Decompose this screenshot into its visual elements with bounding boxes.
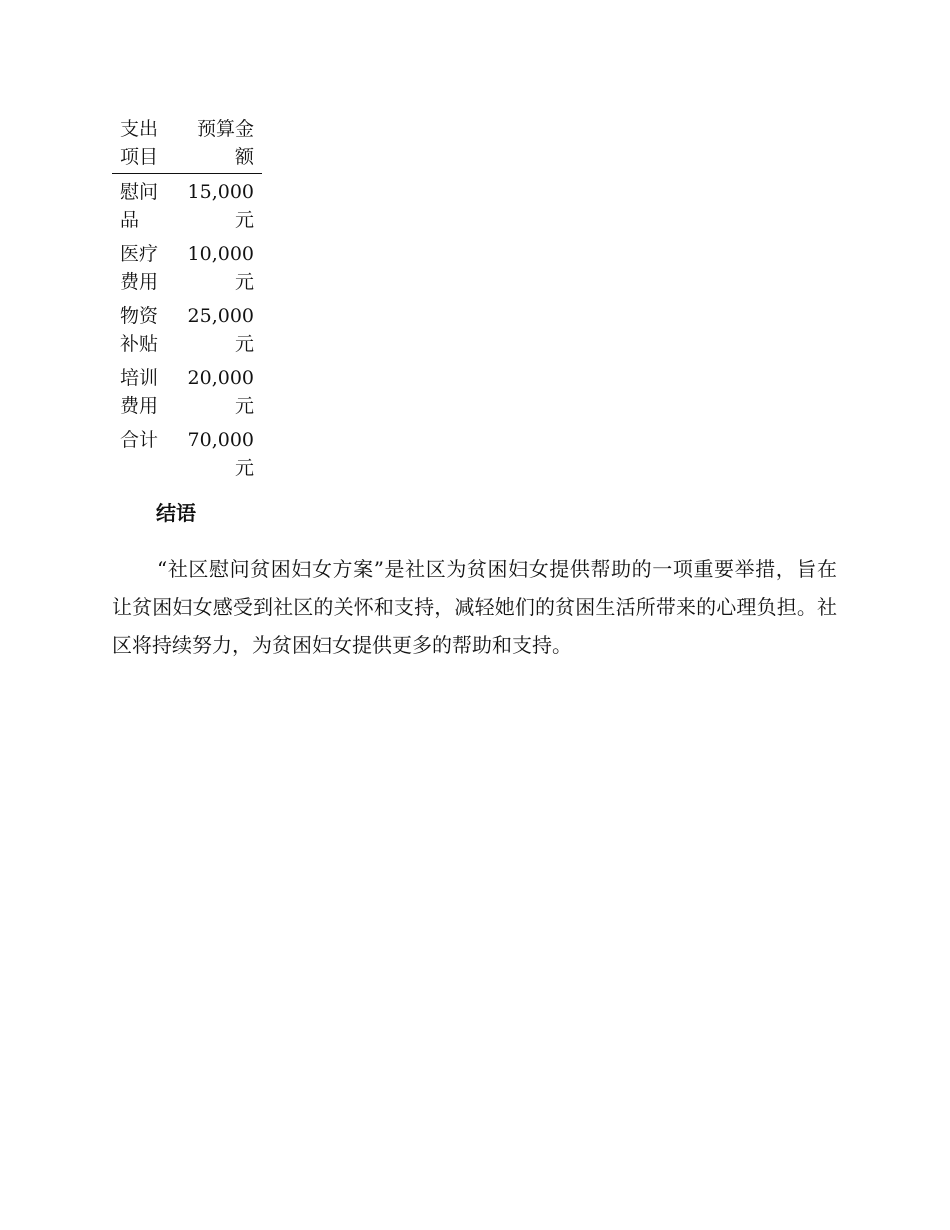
- table-row: [112, 298, 262, 360]
- budget-table-body: [112, 174, 262, 485]
- budget-table-header-row: [112, 115, 262, 174]
- row-amount-value: 15,000元: [187, 181, 254, 231]
- row-item-label: 慰问品: [120, 181, 159, 231]
- row-amount-value: 10,000元: [187, 243, 254, 293]
- header-budget-amount: 预算金额: [196, 118, 254, 168]
- conclusion-paragraph: “社区慰问贫困妇女方案”是社区为贫困妇女提供帮助的一项重要举措，旨在让贫困妇女感受到社区的关怀和支持，减轻她们的贫困生活所带来的心理负担。社区将持续努力，为贫困妇女提供更多的帮助和支持。: [112, 557, 837, 657]
- row-item-label: 物资补贴: [120, 305, 159, 355]
- table-row: [112, 236, 262, 298]
- budget-table-header: [112, 115, 262, 174]
- row-amount-value: 25,000元: [187, 305, 254, 355]
- table-row: [112, 360, 262, 422]
- table-row: [112, 174, 262, 237]
- row-item-label: 培训费用: [120, 367, 159, 417]
- row-amount-value: 20,000元: [187, 367, 254, 417]
- row-item-label: 医疗费用: [120, 243, 159, 293]
- conclusion-heading: 结语: [156, 501, 196, 525]
- budget-table: [112, 115, 262, 484]
- header-expense-item: 支出项目: [120, 118, 159, 168]
- row-item-label: 合计: [120, 429, 159, 451]
- table-row-total: [112, 422, 262, 484]
- row-amount-value: 70,000元: [187, 429, 254, 479]
